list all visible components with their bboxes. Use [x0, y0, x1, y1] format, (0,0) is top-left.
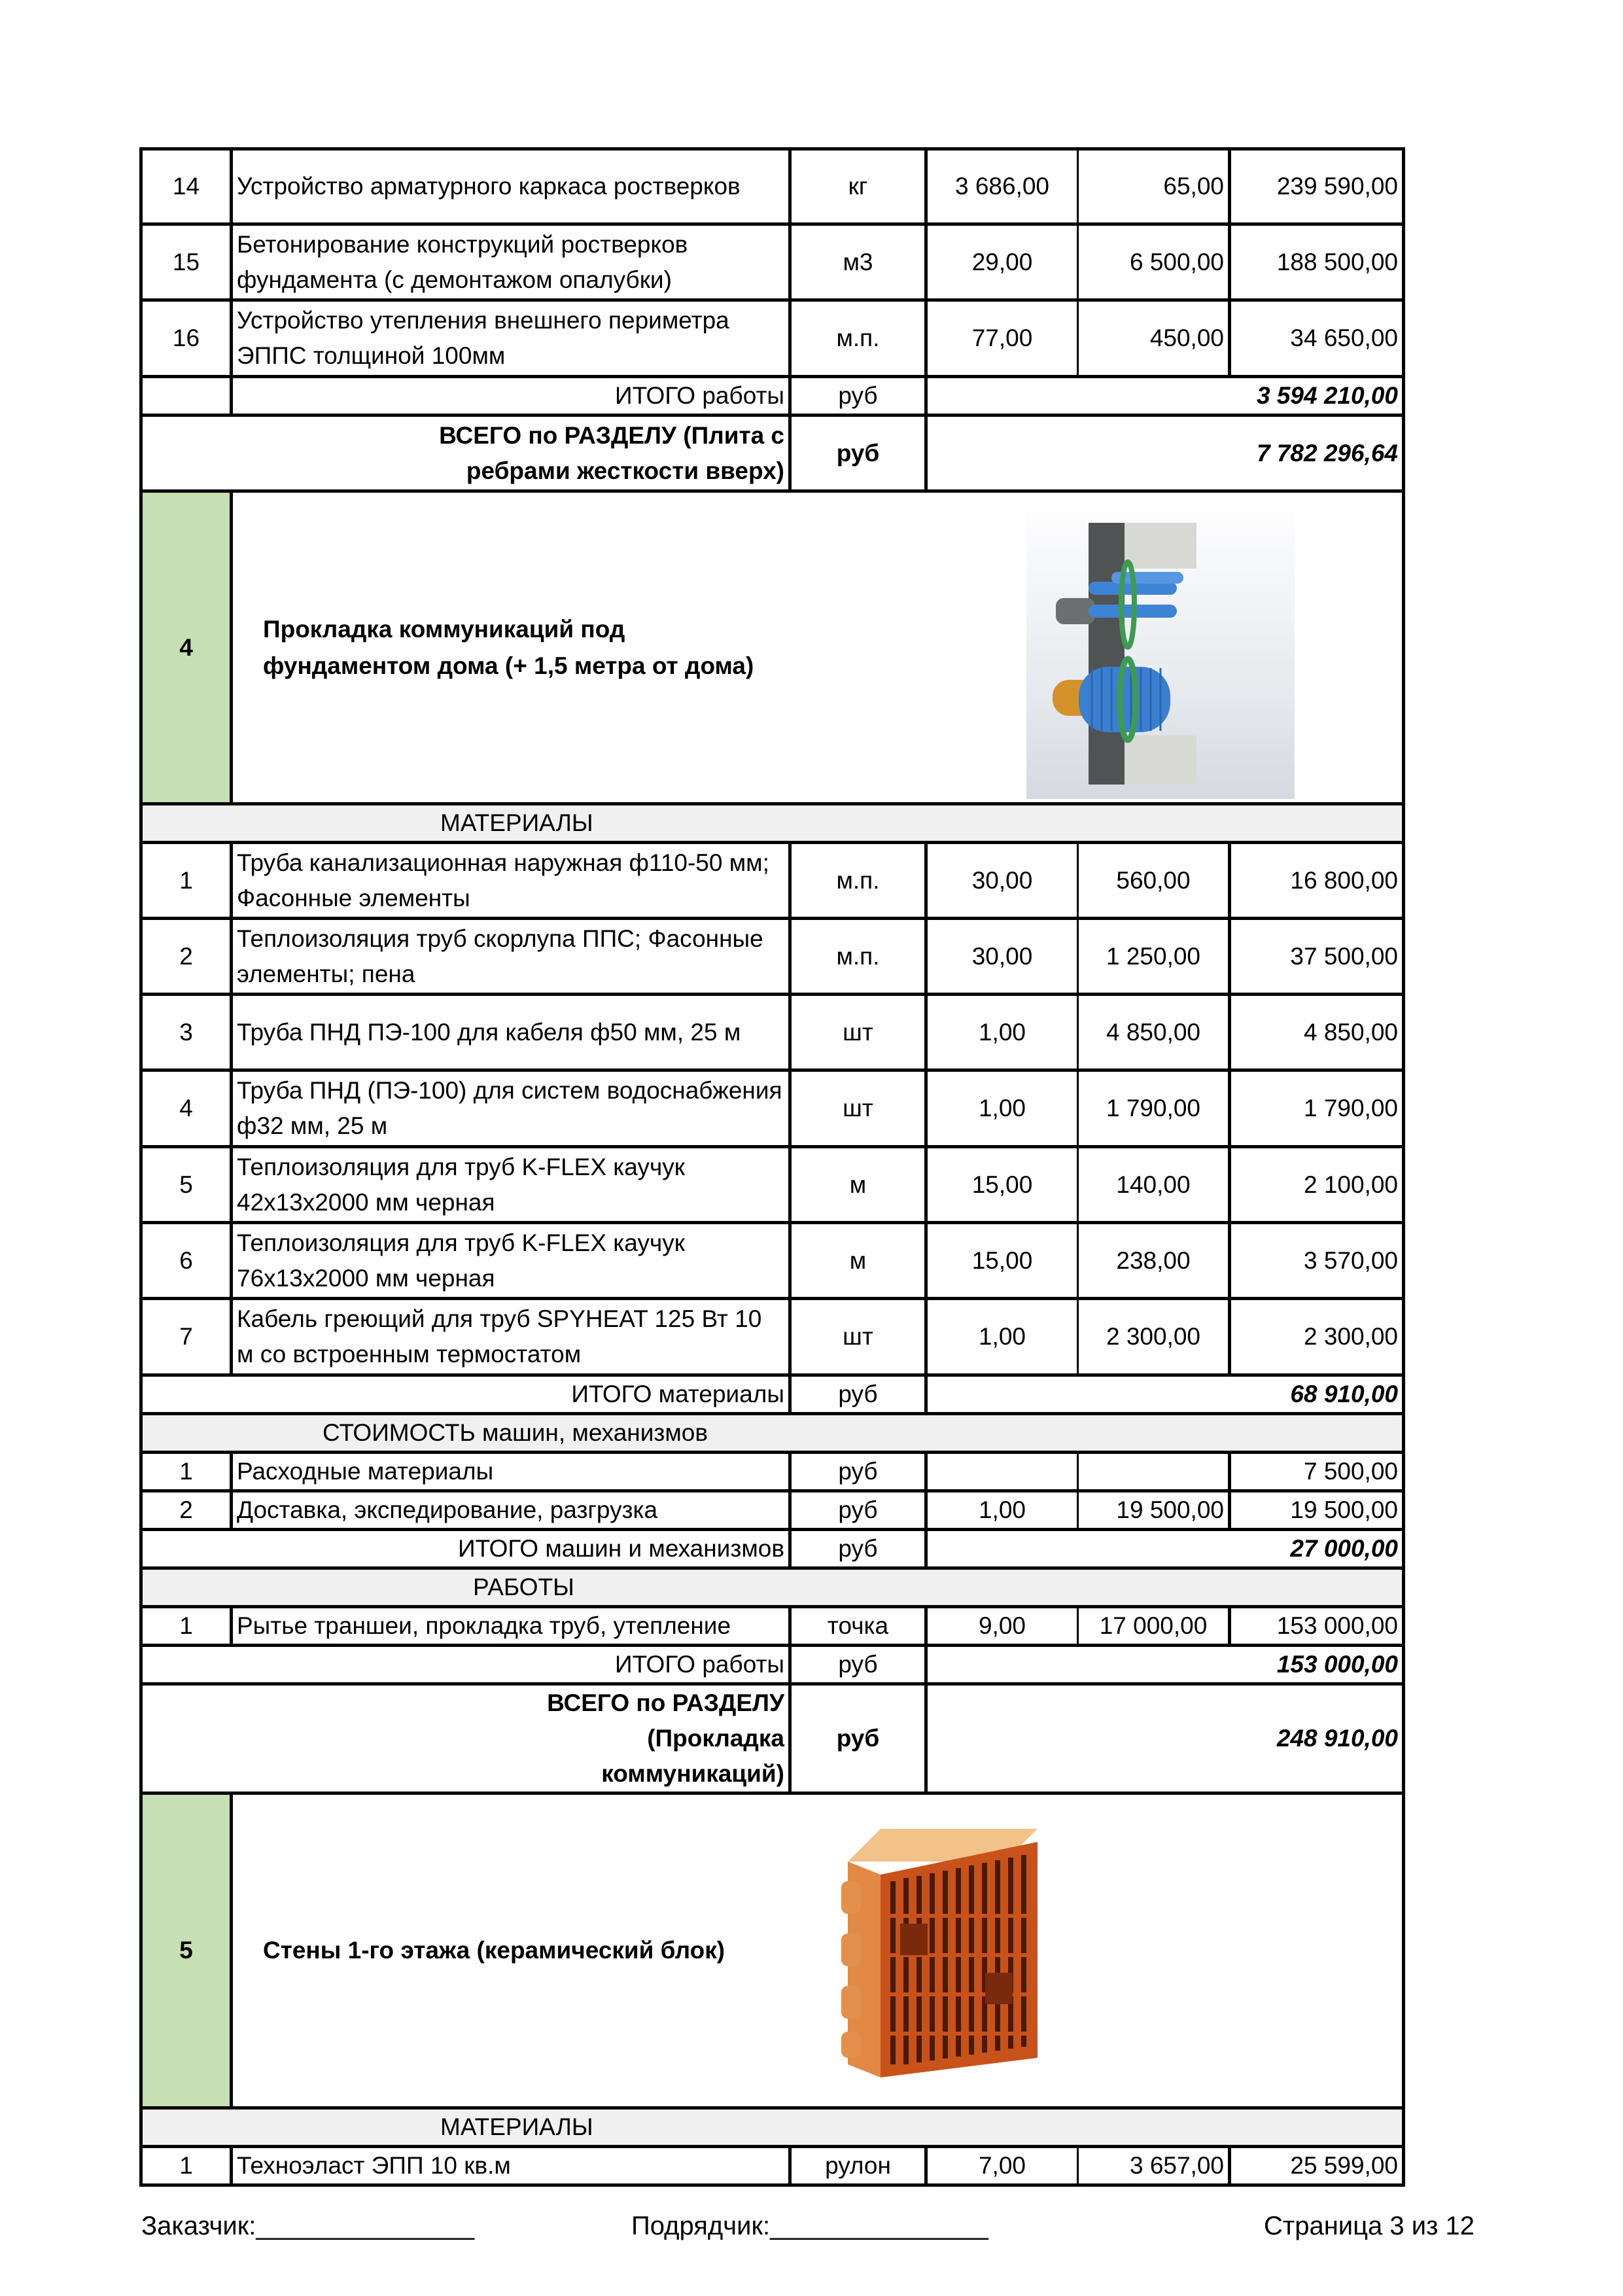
- machines-subheader-label: СТОИМОСТЬ машин, механизмов: [323, 1419, 708, 1446]
- row-sum: 25 599,00: [1230, 2147, 1404, 2185]
- section-number: 4: [141, 491, 232, 804]
- table-row: [141, 1147, 1404, 1223]
- ceramic-block-image: [822, 1803, 1136, 2100]
- section-total-unit: руб: [790, 1684, 926, 1793]
- table-row: [141, 1070, 1404, 1147]
- row-number: 2: [141, 1491, 232, 1530]
- works-subheader: [141, 1568, 1404, 1607]
- table-row: [141, 995, 1404, 1070]
- footer-contractor: [631, 2212, 988, 2241]
- row-price: 6 500,00: [1078, 224, 1230, 300]
- row-price: 1 790,00: [1078, 1070, 1230, 1147]
- section-title: Прокладка коммуникаций под фундаментом дома (+ 1,5 метра от дома): [263, 615, 754, 679]
- row-number: 1: [141, 1607, 232, 1646]
- section-total-unit: руб: [790, 415, 926, 491]
- materials-subheader-label: МАТЕРИАЛЫ: [440, 2113, 593, 2140]
- section-header-row: [141, 1793, 1404, 2108]
- row-description: Кабель греющий для труб SPYHEAT 125 Вт 10 м со встроенным термостатом: [232, 1299, 790, 1375]
- row-price: 560,00: [1078, 843, 1230, 919]
- works-total-value: 3 594 210,00: [926, 377, 1404, 415]
- works-subheader-row: [141, 1568, 1404, 1607]
- row-sum: 188 500,00: [1230, 224, 1404, 300]
- section-number: 5: [141, 1793, 232, 2108]
- row-price: 19 500,00: [1078, 1491, 1230, 1530]
- row-unit: м.п.: [790, 300, 926, 377]
- row-quantity: 3 686,00: [926, 149, 1078, 224]
- machines-total-label: ИТОГО машин и механизмов: [141, 1530, 790, 1568]
- row-sum: 239 590,00: [1230, 149, 1404, 224]
- row-quantity: 9,00: [926, 1607, 1078, 1646]
- materials-subheader: [141, 804, 1404, 843]
- materials-total-value: 68 910,00: [926, 1375, 1404, 1414]
- row-number: 5: [141, 1147, 232, 1223]
- row-sum: 37 500,00: [1230, 919, 1404, 995]
- row-description: Труба ПНД ПЭ-100 для кабеля ф50 мм, 25 м: [232, 995, 790, 1070]
- table-row: [141, 1491, 1404, 1530]
- section-total-label: ВСЕГО по РАЗДЕЛУ (Прокладка коммуникаций): [141, 1684, 790, 1793]
- contractor-label: Подрядчик:: [631, 2212, 771, 2240]
- table-row: [141, 149, 1404, 224]
- row-description: Техноэласт ЭПП 10 кв.м: [232, 2147, 790, 2185]
- row-price: 17 000,00: [1078, 1607, 1230, 1646]
- row-quantity: 15,00: [926, 1223, 1078, 1299]
- works-total-unit: руб: [790, 377, 926, 415]
- materials-total-unit: руб: [790, 1375, 926, 1414]
- ceramic-block-icon: [822, 1803, 1136, 2100]
- empty-cell: [141, 377, 232, 415]
- section-title-cell: [232, 491, 1404, 804]
- row-sum: 153 000,00: [1230, 1607, 1404, 1646]
- row-sum: 19 500,00: [1230, 1491, 1404, 1530]
- works-total-label: ИТОГО работы: [232, 377, 790, 415]
- row-number: 14: [141, 149, 232, 224]
- section-total-row: [141, 415, 1404, 491]
- row-sum: 1 790,00: [1230, 1070, 1404, 1147]
- row-number: 15: [141, 224, 232, 300]
- row-number: 2: [141, 919, 232, 995]
- works-total-label: ИТОГО работы: [141, 1646, 790, 1684]
- row-unit: м3: [790, 224, 926, 300]
- row-number: 3: [141, 995, 232, 1070]
- table-row: [141, 1607, 1404, 1646]
- row-sum: 2 100,00: [1230, 1147, 1404, 1223]
- section-total-value: 7 782 296,64: [926, 415, 1404, 491]
- row-price: 65,00: [1078, 149, 1230, 224]
- row-price: 238,00: [1078, 1223, 1230, 1299]
- table-row: [141, 1223, 1404, 1299]
- section-total-row: [141, 1684, 1404, 1793]
- row-sum: 4 850,00: [1230, 995, 1404, 1070]
- materials-total-label: ИТОГО материалы: [141, 1375, 790, 1414]
- pipe-sleeve-image: [1026, 497, 1295, 799]
- row-unit: м.п.: [790, 919, 926, 995]
- works-total-value: 153 000,00: [926, 1646, 1404, 1684]
- row-unit: м: [790, 1147, 926, 1223]
- pipe-sleeve-icon: [1026, 497, 1295, 799]
- table-row: [141, 1299, 1404, 1375]
- row-number: 6: [141, 1223, 232, 1299]
- row-quantity: 30,00: [926, 919, 1078, 995]
- row-unit: шт: [790, 1299, 926, 1375]
- row-quantity: 77,00: [926, 300, 1078, 377]
- row-quantity: 15,00: [926, 1147, 1078, 1223]
- row-quantity: 1,00: [926, 1070, 1078, 1147]
- works-total-row: [141, 1646, 1404, 1684]
- row-quantity: 29,00: [926, 224, 1078, 300]
- row-quantity: [926, 1453, 1078, 1491]
- row-price: 2 300,00: [1078, 1299, 1230, 1375]
- row-price: 4 850,00: [1078, 995, 1230, 1070]
- row-sum: 3 570,00: [1230, 1223, 1404, 1299]
- row-unit: руб: [790, 1453, 926, 1491]
- row-description: Доставка, экспедирование, разгрузка: [232, 1491, 790, 1530]
- materials-total-row: [141, 1375, 1404, 1414]
- row-unit: руб: [790, 1491, 926, 1530]
- machines-subheader: [141, 1414, 1404, 1453]
- row-description: Труба ПНД (ПЭ-100) для систем водоснабжения ф32 мм, 25 м: [232, 1070, 790, 1147]
- row-sum: 7 500,00: [1230, 1453, 1404, 1491]
- row-unit: шт: [790, 995, 926, 1070]
- section-total-label: ВСЕГО по РАЗДЕЛУ (Плита с ребрами жесткости вверх): [141, 415, 790, 491]
- works-total-row: [141, 377, 1404, 415]
- row-number: 7: [141, 1299, 232, 1375]
- row-quantity: 1,00: [926, 1299, 1078, 1375]
- customer-signature-line: _______________: [256, 2212, 475, 2240]
- row-price: [1078, 1453, 1230, 1491]
- row-price: 3 657,00: [1078, 2147, 1230, 2185]
- row-unit: м: [790, 1223, 926, 1299]
- row-sum: 16 800,00: [1230, 843, 1404, 919]
- row-price: 140,00: [1078, 1147, 1230, 1223]
- table-row: [141, 224, 1404, 300]
- materials-subheader-row: [141, 804, 1404, 843]
- machines-subheader-row: [141, 1414, 1404, 1453]
- row-description: Расходные материалы: [232, 1453, 790, 1491]
- row-number: 1: [141, 2147, 232, 2185]
- materials-subheader-row: [141, 2108, 1404, 2147]
- row-unit: шт: [790, 1070, 926, 1147]
- row-unit: м.п.: [790, 843, 926, 919]
- row-number: 4: [141, 1070, 232, 1147]
- row-description: Рытье траншеи, прокладка труб, утепление: [232, 1607, 790, 1646]
- section-header-row: [141, 491, 1404, 804]
- table-row: [141, 300, 1404, 377]
- row-quantity: 1,00: [926, 1491, 1078, 1530]
- row-description: Труба канализационная наружная ф110-50 мм; Фасонные элементы: [232, 843, 790, 919]
- table-row: [141, 2147, 1404, 2185]
- row-quantity: 7,00: [926, 2147, 1078, 2185]
- row-description: Устройство арматурного каркаса ростверков: [232, 149, 790, 224]
- row-description: Теплоизоляция для труб K-FLEX каучук 76х13х2000 мм черная: [232, 1223, 790, 1299]
- table-row: [141, 843, 1404, 919]
- row-unit: рулон: [790, 2147, 926, 2185]
- page-indicator: Страница 3 из 12: [1264, 2212, 1475, 2240]
- row-number: 1: [141, 843, 232, 919]
- row-description: Теплоизоляция для труб K-FLEX каучук 42х13х2000 мм черная: [232, 1147, 790, 1223]
- row-unit: точка: [790, 1607, 926, 1646]
- row-quantity: 1,00: [926, 995, 1078, 1070]
- row-price: 1 250,00: [1078, 919, 1230, 995]
- machines-total-row: [141, 1530, 1404, 1568]
- section-total-value: 248 910,00: [926, 1684, 1404, 1793]
- row-description: Теплоизоляция труб скорлупа ППС; Фасонные элементы; пена: [232, 919, 790, 995]
- section-title: Стены 1-го этажа (керамический блок): [263, 1937, 725, 1964]
- row-number: 1: [141, 1453, 232, 1491]
- row-description: Устройство утепления внешнего периметра ЭППС толщиной 100мм: [232, 300, 790, 377]
- table-row: [141, 1453, 1404, 1491]
- section-title-cell: [232, 1793, 1404, 2108]
- works-total-unit: руб: [790, 1646, 926, 1684]
- customer-label: Заказчик:: [141, 2212, 256, 2240]
- machines-total-value: 27 000,00: [926, 1530, 1404, 1568]
- estimate-table: [139, 147, 1405, 2187]
- works-subheader-label: РАБОТЫ: [473, 1574, 574, 1600]
- row-quantity: 30,00: [926, 843, 1078, 919]
- row-price: 450,00: [1078, 300, 1230, 377]
- row-unit: кг: [790, 149, 926, 224]
- footer-customer: [141, 2212, 474, 2241]
- materials-subheader: [141, 2108, 1404, 2147]
- row-number: 16: [141, 300, 232, 377]
- row-sum: 34 650,00: [1230, 300, 1404, 377]
- row-sum: 2 300,00: [1230, 1299, 1404, 1375]
- machines-total-unit: руб: [790, 1530, 926, 1568]
- contractor-signature-line: _______________: [770, 2212, 988, 2240]
- materials-subheader-label: МАТЕРИАЛЫ: [440, 809, 593, 836]
- row-description: Бетонирование конструкций ростверков фундамента (с демонтажом опалубки): [232, 224, 790, 300]
- table-row: [141, 919, 1404, 995]
